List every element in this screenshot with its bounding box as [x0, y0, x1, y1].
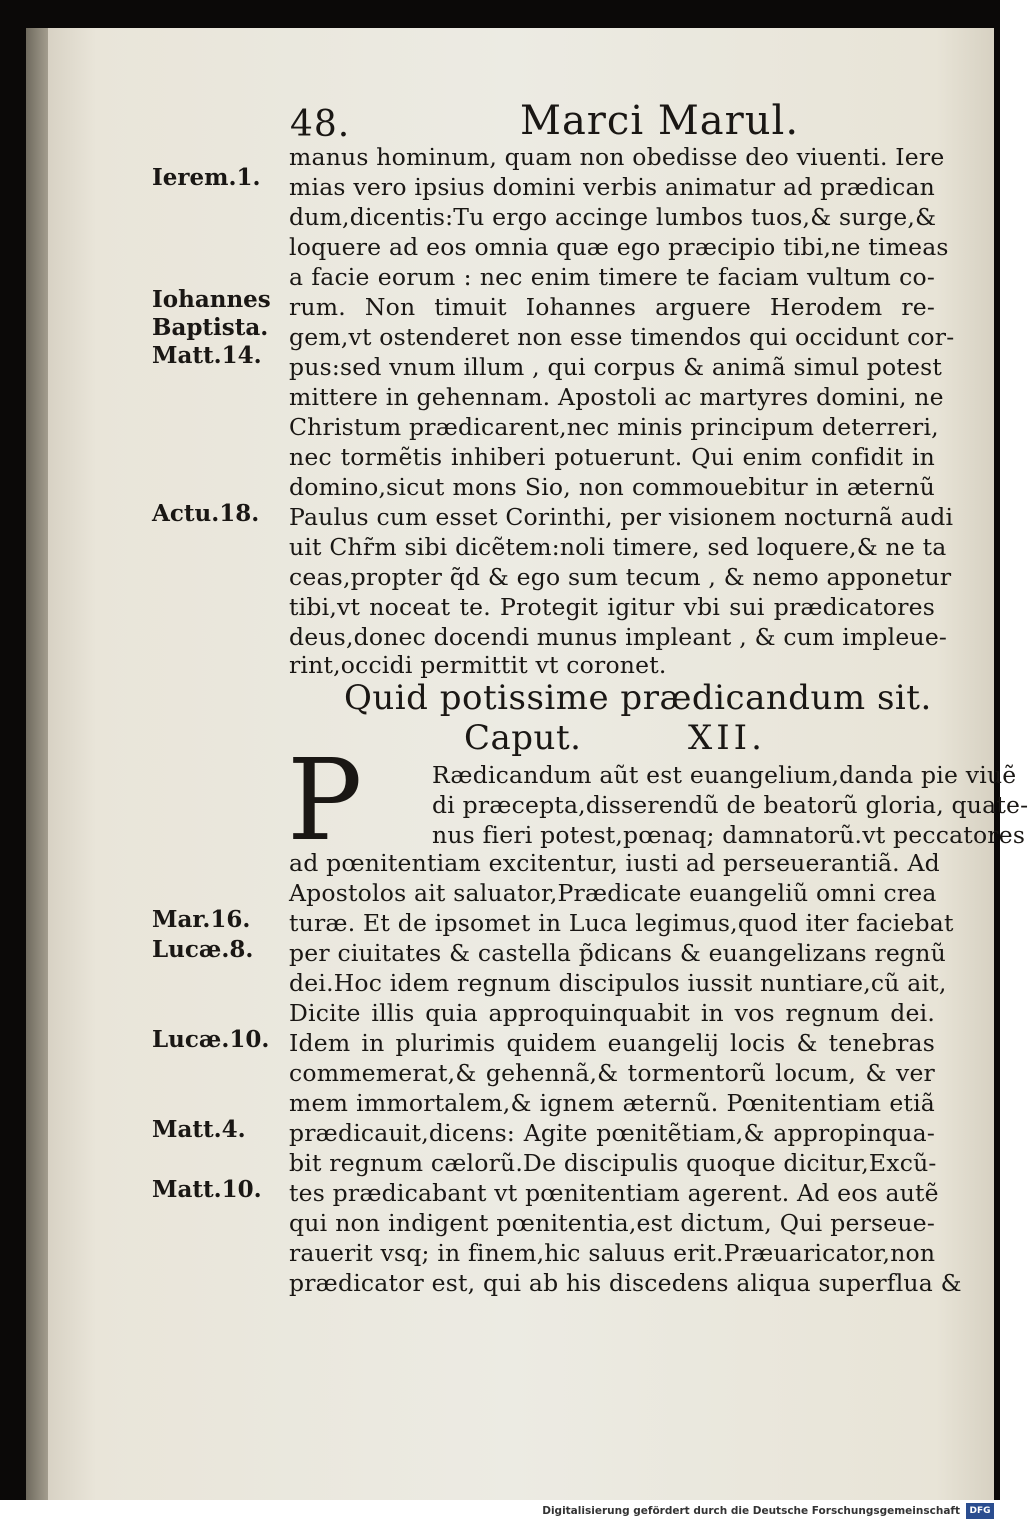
text-line: ceas,propter q̃d & ego sum tecum , & nemo apponetur: [289, 563, 952, 591]
drop-cap: P: [287, 736, 363, 866]
text-line: nec tormẽtis inhiberi potuerunt. Qui enim confidit in: [289, 443, 935, 471]
text-line: Paulus cum esset Corinthi, per visionem nocturnã audi: [289, 503, 954, 531]
text-line: Christum prædicarent,nec minis principum deterreri,: [289, 413, 939, 441]
footer-credit: Digitalisierung gefördert durch die Deutsche Forschungsgemeinschaft: [542, 1505, 960, 1517]
margin-note: Actu.18.: [152, 500, 260, 527]
text-line: Idem in plurimis quidem euangelij locis & tenebras: [289, 1029, 935, 1057]
margin-note: Iohannes: [152, 286, 271, 313]
text-line: mias vero ipsius domini verbis animatur ad prædican: [289, 173, 935, 201]
text-line: loquere ad eos omnia quæ ego præcipio tibi,ne timeas: [289, 233, 949, 261]
text-line: Dicite illis quia approquinquabit in vos regnum dei.: [289, 999, 935, 1027]
text-line: uit Chr̃m sibi dicẽtem:noli timere, sed loquere,& ne ta: [289, 533, 947, 561]
text-line: bit regnum cælorũ.De discipulis quoque dicitur,Excũ-: [289, 1149, 937, 1177]
chapter-title: Quid potissime prædicandum sit.: [344, 678, 932, 718]
text-line: qui non indigent pœnitentia,est dictum, Qui perseue-: [289, 1209, 935, 1237]
text-line: prædicauit,dicens: Agite pœnitẽtiam,& appropinqua-: [289, 1119, 935, 1147]
text-line: Rædicandum aũt est euangelium,danda pie viuẽ: [432, 761, 1017, 789]
text-line: rum. Non timuit Iohannes arguere Herodem re-: [289, 293, 935, 321]
text-line: commemerat,& gehennã,& tormentorũ locum, & ver: [289, 1059, 935, 1087]
text-line: manus hominum, quam non obedisse deo viuenti. Iere: [289, 143, 945, 171]
text-line: pus:sed vnum illum , qui corpus & animã simul potest: [289, 353, 942, 381]
text-line: prædicator est, qui ab his discedens aliqua superflua &: [289, 1269, 962, 1297]
chapter-caput-label: Caput.: [464, 718, 582, 758]
margin-note: Mar.16.: [152, 906, 251, 933]
margin-note: Baptista.: [152, 314, 269, 341]
text-line: tibi,vt noceat te. Protegit igitur vbi sui prædicatores: [289, 593, 935, 621]
text-line: di præcepta,disserendũ de beatorũ gloria, quate-: [432, 791, 1028, 819]
margin-note: Lucæ.10.: [152, 1026, 270, 1053]
chapter-number: XII.: [688, 718, 766, 758]
text-line: mem immortalem,& ignem æternũ. Pœnitentiam etiã: [289, 1089, 935, 1117]
text-line: dum,dicentis:Tu ergo accinge lumbos tuos,& surge,&: [289, 203, 937, 231]
page-header: [290, 98, 800, 144]
text-line: gem,vt ostenderet non esse timendos qui occidunt cor-: [289, 323, 955, 351]
margin-note: Matt.14.: [152, 342, 262, 369]
text-line: a facie eorum : nec enim timere te faciam vultum co-: [289, 263, 935, 291]
text-line: per ciuitates & castella p̃dicans & euangelizans regnũ: [289, 939, 946, 967]
text-line: domino,sicut mons Sio, non commouebitur in æternũ: [289, 473, 935, 501]
text-line: rint,occidi permittit vt coronet.: [289, 651, 667, 679]
margin-note: Matt.10.: [152, 1176, 262, 1203]
text-line: mittere in gehennam. Apostoli ac martyres domini, ne: [289, 383, 944, 411]
text-line: rauerit vsq; in finem,hic saluus erit.Præuaricator,non: [289, 1239, 936, 1267]
page-gutter-edge: [26, 28, 48, 1500]
text-line: nus fieri potest,pœnaq; damnatorũ.vt peccatores: [432, 821, 1026, 849]
dfg-logo: DFG: [966, 1503, 994, 1519]
text-line: dei.Hoc idem regnum discipulos iussit nuntiare,cũ ait,: [289, 969, 947, 997]
text-line: tes prædicabant vt pœnitentiam agerent. Ad eos autẽ: [289, 1179, 939, 1207]
text-line: deus,donec docendi munus impleant , & cum impleue-: [289, 623, 948, 651]
page-number: 48.: [290, 104, 351, 145]
margin-note: Lucæ.8.: [152, 936, 254, 963]
text-line: turæ. Et de ipsomet in Luca legimus,quod iter faciebat: [289, 909, 954, 937]
text-line: ad pœnitentiam excitentur, iusti ad perseuerantiã. Ad: [289, 849, 940, 877]
text-line: Apostolos ait saluator,Prædicate euangeliũ omni crea: [289, 879, 937, 907]
running-title: Marci Marul.: [520, 98, 800, 144]
margin-note: Matt.4.: [152, 1116, 246, 1143]
margin-note: Ierem.1.: [152, 164, 261, 191]
